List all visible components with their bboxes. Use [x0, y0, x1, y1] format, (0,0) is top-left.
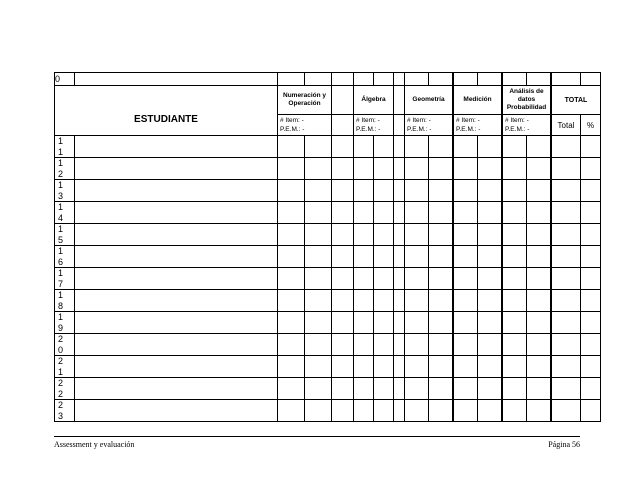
score-cell[interactable] [429, 334, 453, 356]
score-cell[interactable] [405, 158, 429, 180]
score-cell[interactable] [478, 378, 502, 400]
score-cell[interactable] [354, 378, 374, 400]
row-number: 2 2 [55, 378, 75, 400]
score-cell[interactable] [278, 180, 305, 202]
score-cell[interactable] [527, 356, 551, 378]
score-cell[interactable] [305, 180, 332, 202]
page-footer [54, 436, 580, 449]
score-cell[interactable] [305, 224, 332, 246]
score-cell[interactable] [503, 246, 527, 268]
score-cell[interactable] [581, 246, 601, 268]
score-cell[interactable] [354, 180, 374, 202]
score-cell[interactable] [305, 400, 332, 422]
score-cell[interactable] [278, 312, 305, 334]
student-name-cell[interactable] [75, 202, 278, 224]
table-row [55, 224, 601, 246]
score-cell[interactable] [332, 334, 354, 356]
score-cell[interactable] [552, 136, 581, 158]
score-cell[interactable] [478, 224, 502, 246]
student-name-cell[interactable] [75, 312, 278, 334]
score-cell[interactable] [332, 290, 354, 312]
score-cell[interactable] [478, 312, 502, 334]
score-cell[interactable] [374, 136, 394, 158]
row-number: 1 8 [55, 290, 75, 312]
score-cell[interactable] [478, 136, 502, 158]
score-cell[interactable] [552, 246, 581, 268]
score-cell[interactable] [305, 378, 332, 400]
score-cell[interactable] [332, 224, 354, 246]
table-row [55, 136, 601, 158]
score-cell[interactable] [278, 224, 305, 246]
table-row [55, 290, 601, 312]
score-cell[interactable] [394, 136, 405, 158]
score-cell[interactable] [305, 290, 332, 312]
score-cell[interactable] [527, 400, 551, 422]
score-cell[interactable] [305, 268, 332, 290]
score-cell[interactable] [581, 136, 601, 158]
table-row [55, 334, 601, 356]
score-cell[interactable] [354, 246, 374, 268]
score-cell[interactable] [405, 180, 429, 202]
score-cell[interactable] [429, 136, 453, 158]
score-cell[interactable] [454, 400, 478, 422]
score-cell[interactable] [405, 356, 429, 378]
score-cell[interactable] [454, 224, 478, 246]
score-cell[interactable] [429, 400, 453, 422]
score-cell[interactable] [394, 268, 405, 290]
score-cell[interactable] [405, 224, 429, 246]
score-cell[interactable] [332, 378, 354, 400]
score-cell[interactable] [581, 400, 601, 422]
score-cell[interactable] [527, 378, 551, 400]
score-cell[interactable] [374, 290, 394, 312]
score-cell[interactable] [552, 334, 581, 356]
row-number: 1 6 [55, 246, 75, 268]
score-cell[interactable] [278, 334, 305, 356]
score-cell[interactable] [429, 224, 453, 246]
table-row [55, 356, 601, 378]
score-cell[interactable] [332, 312, 354, 334]
score-cell[interactable] [394, 180, 405, 202]
score-cell[interactable] [581, 356, 601, 378]
student-name-cell[interactable] [75, 158, 278, 180]
score-cell[interactable] [405, 312, 429, 334]
score-cell[interactable] [527, 158, 551, 180]
row-number: 1 2 [55, 158, 75, 180]
student-header: ESTUDIANTE [55, 86, 278, 136]
score-cell[interactable] [394, 246, 405, 268]
score-cell[interactable] [394, 312, 405, 334]
score-cell[interactable] [429, 290, 453, 312]
row-number: 1 9 [55, 312, 75, 334]
score-cell[interactable] [429, 268, 453, 290]
score-cell[interactable] [278, 290, 305, 312]
score-cell[interactable] [278, 400, 305, 422]
table-row [55, 246, 601, 268]
score-cell[interactable] [503, 158, 527, 180]
score-cell[interactable] [429, 180, 453, 202]
score-cell[interactable] [354, 202, 374, 224]
score-cell[interactable] [527, 136, 551, 158]
score-cell[interactable] [454, 312, 478, 334]
score-cell[interactable] [552, 180, 581, 202]
score-cell[interactable] [332, 246, 354, 268]
score-cell[interactable] [305, 202, 332, 224]
header-row [55, 86, 601, 115]
score-cell[interactable] [454, 334, 478, 356]
table-row [55, 378, 601, 400]
score-cell[interactable] [394, 378, 405, 400]
total-sub-header: Total [552, 115, 581, 136]
score-cell[interactable] [454, 180, 478, 202]
score-cell[interactable] [374, 400, 394, 422]
score-cell[interactable] [503, 224, 527, 246]
score-cell[interactable] [305, 312, 332, 334]
score-cell[interactable] [374, 224, 394, 246]
score-cell[interactable] [374, 312, 394, 334]
score-cell[interactable] [503, 268, 527, 290]
score-cell[interactable] [503, 334, 527, 356]
student-name-cell[interactable] [75, 268, 278, 290]
row-number: 1 7 [55, 268, 75, 290]
score-cell[interactable] [305, 158, 332, 180]
score-cell[interactable] [454, 268, 478, 290]
score-cell[interactable] [332, 158, 354, 180]
score-cell[interactable] [429, 158, 453, 180]
row-number: 1 5 [55, 224, 75, 246]
score-cell[interactable] [581, 224, 601, 246]
score-cell[interactable] [527, 246, 551, 268]
score-cell[interactable] [478, 334, 502, 356]
score-cell[interactable] [454, 290, 478, 312]
score-cell[interactable] [581, 312, 601, 334]
score-cell[interactable] [305, 356, 332, 378]
score-cell[interactable] [503, 290, 527, 312]
score-cell[interactable] [332, 356, 354, 378]
score-cell[interactable] [581, 290, 601, 312]
score-cell[interactable] [503, 180, 527, 202]
student-name-cell[interactable] [75, 224, 278, 246]
score-cell[interactable] [581, 378, 601, 400]
score-cell[interactable] [332, 400, 354, 422]
pem-numeracion: # Item: - P.E.M.: - [278, 115, 332, 136]
table-row [55, 400, 601, 422]
score-cell[interactable] [552, 268, 581, 290]
score-cell[interactable] [278, 378, 305, 400]
footer-left: Assessment y evaluación [54, 440, 135, 449]
score-cell[interactable] [405, 202, 429, 224]
score-cell[interactable] [354, 224, 374, 246]
score-cell[interactable] [503, 356, 527, 378]
score-cell[interactable] [503, 202, 527, 224]
score-cell[interactable] [429, 378, 453, 400]
score-cell[interactable] [581, 180, 601, 202]
score-cell[interactable] [278, 356, 305, 378]
score-cell[interactable] [394, 356, 405, 378]
score-cell[interactable] [478, 356, 502, 378]
row-number: 1 4 [55, 202, 75, 224]
student-name-cell[interactable] [75, 400, 278, 422]
score-cell[interactable] [478, 246, 502, 268]
score-cell[interactable] [478, 290, 502, 312]
score-cell[interactable] [581, 158, 601, 180]
student-name-cell[interactable] [75, 334, 278, 356]
student-name-cell[interactable] [75, 290, 278, 312]
score-cell[interactable] [429, 246, 453, 268]
area-header-numeracion: Numeración y Operación [278, 86, 332, 115]
score-cell[interactable] [305, 136, 332, 158]
score-cell[interactable] [454, 378, 478, 400]
score-cell[interactable] [478, 268, 502, 290]
score-cell[interactable] [354, 158, 374, 180]
score-cell[interactable] [552, 202, 581, 224]
table-row [55, 158, 601, 180]
score-cell[interactable] [581, 268, 601, 290]
score-cell[interactable] [454, 202, 478, 224]
score-cell[interactable] [374, 268, 394, 290]
table-row [55, 180, 601, 202]
percent-sub-header: % [581, 115, 601, 136]
row-number: 2 3 [55, 400, 75, 422]
score-cell[interactable] [374, 378, 394, 400]
score-cell[interactable] [527, 268, 551, 290]
row-number: 2 1 [55, 356, 75, 378]
student-name-cell[interactable] [75, 246, 278, 268]
score-cell[interactable] [527, 180, 551, 202]
score-cell[interactable] [332, 202, 354, 224]
score-cell[interactable] [478, 202, 502, 224]
score-cell[interactable] [454, 136, 478, 158]
score-cell[interactable] [354, 400, 374, 422]
score-cell[interactable] [527, 334, 551, 356]
score-cell[interactable] [429, 356, 453, 378]
score-cell[interactable] [405, 136, 429, 158]
score-cell[interactable] [374, 202, 394, 224]
score-cell[interactable] [278, 202, 305, 224]
score-cell[interactable] [478, 400, 502, 422]
score-cell[interactable] [478, 180, 502, 202]
area-header-medicion: Medición [454, 86, 502, 115]
score-cell[interactable] [454, 246, 478, 268]
score-cell[interactable] [405, 400, 429, 422]
score-cell[interactable] [527, 224, 551, 246]
row-number: 2 0 [55, 334, 75, 356]
score-cell[interactable] [305, 246, 332, 268]
score-cell[interactable] [454, 356, 478, 378]
score-cell[interactable] [394, 400, 405, 422]
pem-algebra: # Item: - P.E.M.: - [354, 115, 394, 136]
score-cell[interactable] [552, 158, 581, 180]
score-cell[interactable] [429, 312, 453, 334]
score-cell[interactable] [527, 290, 551, 312]
score-cell[interactable] [394, 290, 405, 312]
score-cell[interactable] [552, 356, 581, 378]
score-cell[interactable] [278, 268, 305, 290]
score-cell[interactable] [503, 136, 527, 158]
table-row [55, 202, 601, 224]
score-cell[interactable] [278, 246, 305, 268]
score-cell[interactable] [354, 312, 374, 334]
area-header-analisis: Análisis de datos Probabilidad [503, 86, 551, 115]
score-cell[interactable] [374, 180, 394, 202]
table-row [55, 268, 601, 290]
score-cell[interactable] [527, 202, 551, 224]
assessment-table [54, 72, 601, 422]
score-cell[interactable] [552, 378, 581, 400]
top-label: 0 [55, 73, 75, 86]
score-cell[interactable] [405, 378, 429, 400]
score-cell[interactable] [503, 378, 527, 400]
score-cell[interactable] [552, 400, 581, 422]
score-cell[interactable] [354, 268, 374, 290]
score-cell[interactable] [394, 334, 405, 356]
score-cell[interactable] [332, 180, 354, 202]
student-name-cell[interactable] [75, 356, 278, 378]
score-cell[interactable] [374, 246, 394, 268]
score-cell[interactable] [405, 246, 429, 268]
student-name-cell[interactable] [75, 378, 278, 400]
total-header: TOTAL [552, 86, 601, 115]
footer-page-number: Página 56 [548, 440, 580, 449]
pem-geometria: # Item: - P.E.M.: - [405, 115, 453, 136]
score-cell[interactable] [552, 224, 581, 246]
score-cell[interactable] [581, 334, 601, 356]
score-cell[interactable] [354, 334, 374, 356]
score-cell[interactable] [405, 334, 429, 356]
score-cell[interactable] [581, 202, 601, 224]
score-cell[interactable] [552, 290, 581, 312]
score-cell[interactable] [354, 136, 374, 158]
score-cell[interactable] [429, 202, 453, 224]
score-cell[interactable] [527, 312, 551, 334]
score-cell[interactable] [332, 268, 354, 290]
score-cell[interactable] [374, 356, 394, 378]
score-cell[interactable] [354, 356, 374, 378]
row-number: 1 1 [55, 136, 75, 158]
score-cell[interactable] [394, 224, 405, 246]
score-cell[interactable] [278, 136, 305, 158]
student-name-cell[interactable] [75, 136, 278, 158]
score-cell[interactable] [405, 290, 429, 312]
score-cell[interactable] [278, 158, 305, 180]
score-cell[interactable] [454, 158, 478, 180]
area-header-geometria: Geometría [405, 86, 453, 115]
student-name-cell[interactable] [75, 180, 278, 202]
pem-analisis: # Item: - P.E.M.: - [503, 115, 551, 136]
pem-medicion: # Item: - P.E.M.: - [454, 115, 502, 136]
score-cell[interactable] [503, 400, 527, 422]
score-cell[interactable] [394, 202, 405, 224]
score-cell[interactable] [394, 158, 405, 180]
area-header-algebra: Álgebra [354, 86, 394, 115]
score-cell[interactable] [503, 312, 527, 334]
score-cell[interactable] [552, 312, 581, 334]
score-cell[interactable] [305, 334, 332, 356]
score-cell[interactable] [354, 290, 374, 312]
score-cell[interactable] [374, 334, 394, 356]
score-cell[interactable] [478, 158, 502, 180]
score-cell[interactable] [332, 136, 354, 158]
table-row [55, 312, 601, 334]
row-number: 1 3 [55, 180, 75, 202]
top-row [55, 73, 601, 86]
score-cell[interactable] [405, 268, 429, 290]
score-cell[interactable] [374, 158, 394, 180]
